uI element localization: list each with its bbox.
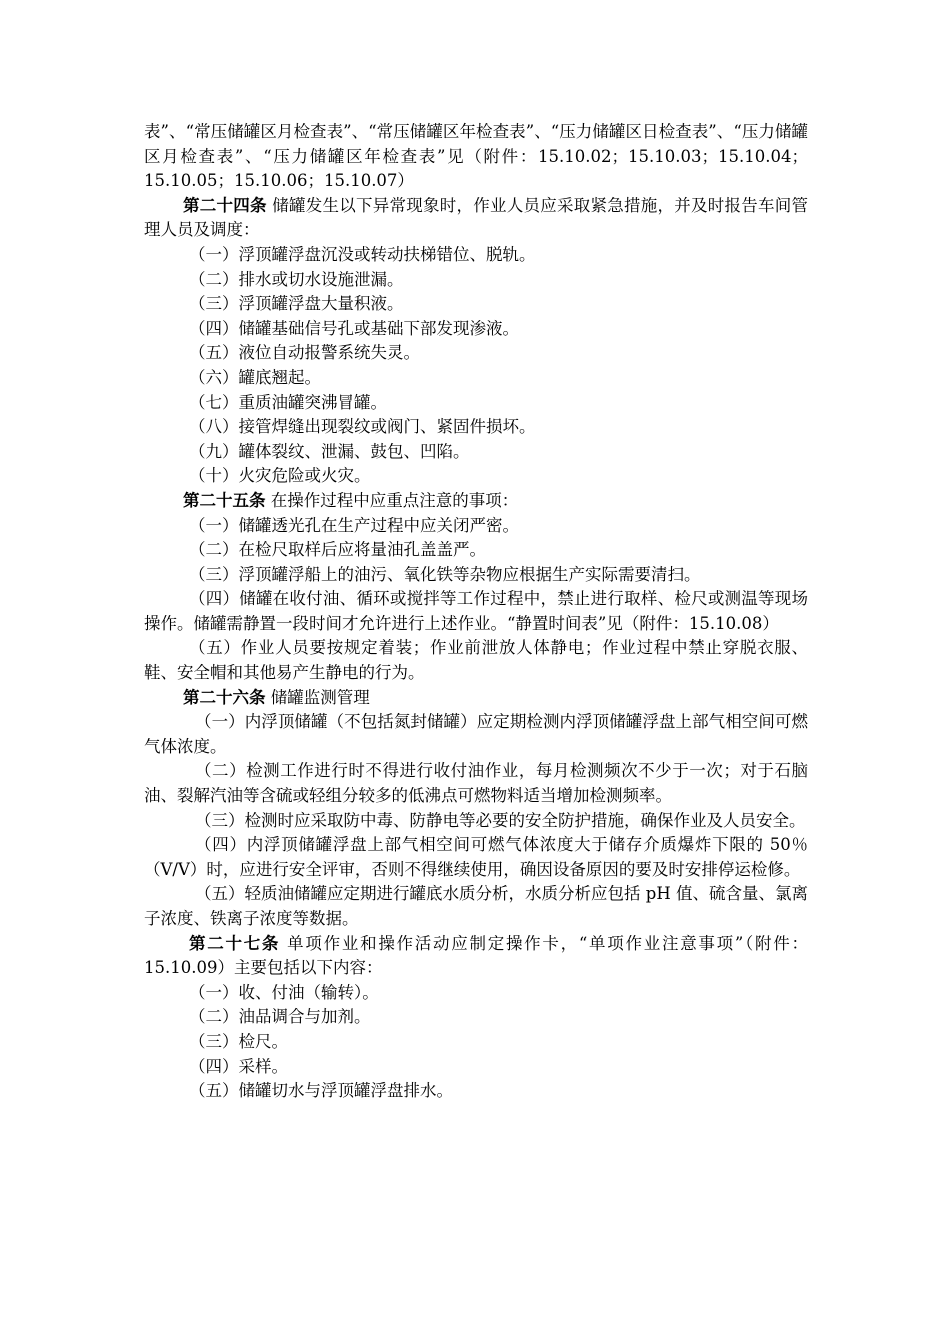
- article-26-item: （二）检测工作进行时不得进行收付油作业，每月检测频次不少于一次；对于石脑油、裂解汽油等含硫或轻组分较多的低沸点可燃物料适当增加检测频率。: [144, 761, 808, 806]
- article-25-item: （四）储罐在收付油、循环或搅拌等工作过程中，禁止进行取样、检尺或测温等现场操作。储罐需静置一段时间才允许进行上述作业。“静置时间表”见（附件：15.10.08）: [144, 589, 808, 633]
- article-27-item: （三）检尺。: [189, 1031, 288, 1051]
- article-26-item: （四）内浮顶储罐浮盘上部气相空间可燃气体浓度大于储存介质爆炸下限的 50％（V/V）时，应进行安全评审，否则不得继续使用，确因设备原因的要及时安排停运检修。: [144, 835, 808, 879]
- article-26-item: （五）轻质油储罐应定期进行罐底水质分析，水质分析应包括 pH 值、硫含量、氯离子浓度、铁离子浓度等数据。: [144, 884, 808, 928]
- article-24-item: （七）重质油罐突沸冒罐。: [189, 392, 387, 412]
- article-24-item: （四）储罐基础信号孔或基础下部发现渗液。: [189, 318, 519, 338]
- article-27-item: （四）采样。: [189, 1056, 288, 1076]
- article-25-heading: 第二十五条: [183, 490, 266, 510]
- article-24-heading: 第二十四条: [183, 195, 267, 215]
- article-25-item: （二）在检尺取样后应将量油孔盖盖严。: [189, 540, 486, 560]
- article-24: [144, 194, 808, 243]
- article-27-item: （二）油品调合与加剂。: [189, 1007, 371, 1027]
- article-27-heading: 第二十七条: [189, 933, 281, 953]
- article-25-text: 在操作过程中应重点注意的事项：: [270, 490, 519, 510]
- article-25: [144, 489, 808, 514]
- article-25-item: （三）浮顶罐浮船上的油污、氧化铁等杂物应根据生产实际需要清扫。: [189, 564, 701, 584]
- article-24-item: （三）浮顶罐浮盘大量积液。: [189, 294, 404, 314]
- article-24-item: （六）罐底翘起。: [189, 367, 321, 387]
- article-24-item: （九）罐体裂纹、泄漏、鼓包、凹陷。: [189, 441, 470, 461]
- article-25-item: （一）储罐透光孔在生产过程中应关闭严密。: [189, 515, 519, 535]
- article-26-item: （一）内浮顶储罐（不包括氮封储罐）应定期检测内浮顶储罐浮盘上部气相空间可燃气体浓度。: [144, 712, 808, 756]
- article-24-text: 储罐发生以下异常现象时，作业人员应采取紧急措施，并及时报告车间管理人员及调度：: [144, 195, 808, 240]
- article-24-item: （八）接管焊缝出现裂纹或阀门、紧固件损坏。: [189, 417, 536, 437]
- article-26: [144, 686, 808, 711]
- article-26-item: （三）检测时应采取防中毒、防静电等必要的安全防护措施，确保作业及人员安全。: [195, 810, 806, 830]
- intro-paragraph: 表”、“常压储罐区月检查表”、“常压储罐区年检查表”、“压力储罐区日检查表”、“压力储罐区月检查表”、“压力储罐区年检查表”见（附件：15.10.02；15.10.03；15.10.04；15.10.05；15.10.06；15.10.07）: [144, 122, 808, 191]
- article-27: [144, 932, 808, 981]
- article-27-item: （五）储罐切水与浮顶罐浮盘排水。: [189, 1081, 453, 1101]
- document-page: [144, 120, 808, 1104]
- article-25-item: （五）作业人员要按规定着装；作业前泄放人体静电；作业过程中禁止穿脱衣服、鞋、安全帽和其他易产生静电的行为。: [144, 638, 808, 683]
- article-24-item: （五）液位自动报警系统失灵。: [189, 343, 420, 363]
- article-27-item: （一）收、付油（输转）。: [189, 982, 379, 1002]
- article-24-item: （二）排水或切水设施泄漏。: [189, 269, 404, 289]
- article-24-item: （一）浮顶罐浮盘沉没或转动扶梯错位、脱轨。: [189, 244, 536, 264]
- article-27-text: 单项作业和操作活动应制定操作卡，“单项作业注意事项”（附件：15.10.09）主要包括以下内容：: [144, 933, 809, 978]
- article-26-heading: 第二十六条: [183, 687, 266, 707]
- article-24-item: （十）火灾危险或火灾。: [189, 466, 371, 486]
- article-26-text: 储罐监测管理: [270, 687, 370, 707]
